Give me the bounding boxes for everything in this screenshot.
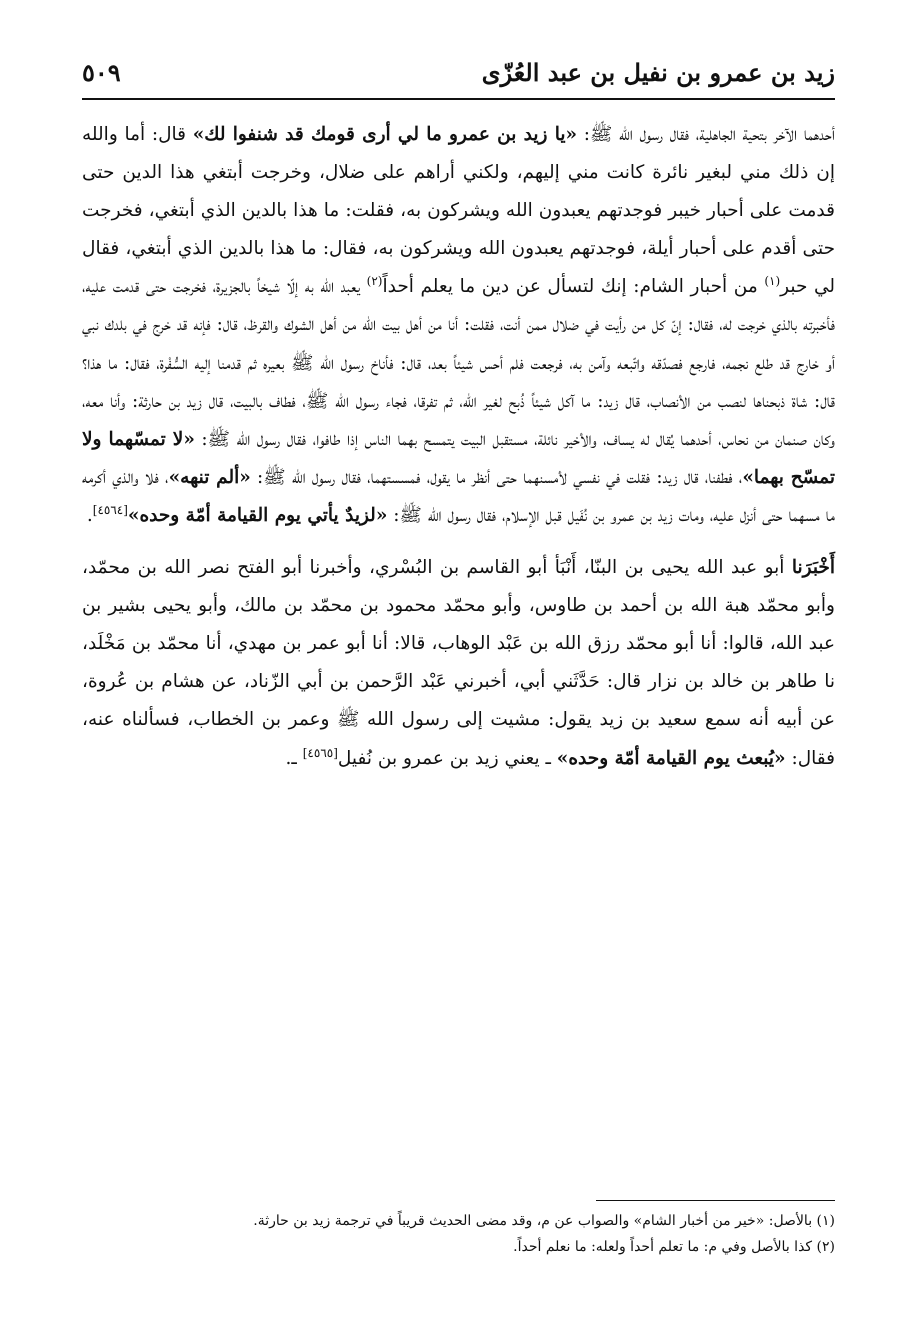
paragraph-2 xyxy=(82,549,835,778)
p1-text-7: . xyxy=(86,504,93,526)
footnote-1: (١) بالأصل: «خير من أخبار الشام» والصواب عن م، وقد مضى الحديث قريباً في ترجمة زيد بن حارثة. xyxy=(253,1213,835,1229)
p2-text-3: ـ. xyxy=(285,747,303,769)
p2-text-2: ـ يعني زيد بن عمرو بن نُفيل xyxy=(337,747,557,769)
footnote-marker-1: (١) xyxy=(764,274,781,289)
p1-text-6: ، فلا والذي أكرمه ما مسهما حتى أنزل عليه، ومات زيد بن عمرو بن نُفَيل قبل الإسلام، فقال رسول الله ﷺ: xyxy=(82,466,835,526)
footnote-marker-2: (٢) xyxy=(366,274,383,289)
footnote-2: (٢) كذا بالأصل وفي م: ما تعلم أحداً ولعله: ما نعلم أحداً. xyxy=(513,1239,835,1255)
p1-hadith-quote-4: «لزيدٌ يأتي يوم القيامة أمّة وحده» xyxy=(127,504,388,526)
p1-text-5: ، فطفنا، قال زيد: فقلت في نفسي لأمسنهما حتى أنظر ما يقول، فمسستهما، فقال رسول الله ﷺ: xyxy=(250,466,743,488)
footnote-rule xyxy=(596,1200,835,1201)
p2-text-1: أبو عبد الله يحيى بن البنّا، أَنْبَأ أبو القاسم بن البُسْري، وأخبرنا أبو الفتح نصر الله بن محمّد، وأبو محمّد هبة الله بن أحمد بن طاوس، وأبو محمّد محمود بن محمّد بن مالك، وأبو يحيى بشير بن عبد الله، قالوا: أنا أبو محمّد رزق الله بن عَبْد الوهاب، قالا: أنا أبو عمر بن مهدي، أنا محمّد بن مَخْلَد، نا طاهر بن خالد بن نزار قال: حَدَّثَني أبي، أخبرني عَبْد الرَّحمن بن أبي الزّناد، عن هشام بن عُروة، عن أبيه أنه سمع سعيد بن زيد يقول: مشيت إلى رسول الله ﷺ وعمر بن الخطاب، فسألناه عنه، فقال: xyxy=(82,557,835,769)
p2-hadith-quote: «يُبعث يوم القيامة أمّة وحده» xyxy=(556,747,786,769)
paragraph-1 xyxy=(82,116,835,535)
p1-text-4: يعبد الله به إلّا شيخاً بالجزيرة، فخرجت حتى قدمت عليه، فأخبرته بالذي خرجت له، فقال: إنّ كل من رأيت في ضلال ممن أنت، فقلت: أنا من أهل بيت الله من أهل الشوك والقرظ، قال: فإنه قد خرج في بلدك نبي أو خارج قد طلع نجمه، فارجع فصدّقه واتّبعه وآمن به، فرجعت فلم أحس شيئاً بعد، قال: فأناخ رسول الله ﷺ بعيره ثم قدمنا إليه السُّفْرة، فقال: ما هذا؟ قال: شاة ذبحناها لنصب من الأنصاب، قال زيد: ما آكل شيئاً ذُبح لغير الله، ثم تفرقا، فجاء رسول الله ﷺ، فطاف بالبيت، قال زيد بن حارثة: وأنا معه، وكان صنمان من نحاس، أحدهما يُقال له يساف، والأخير نائلة، مستقبل البيت يتمسح بهما الناس إذا طافوا، فقال رسول الله ﷺ: xyxy=(82,276,835,450)
p1-text-1: أحدهما الآخر بتحية الجاهلية، فقال رسول الله ﷺ: xyxy=(577,124,835,145)
running-title: زيد بن عمرو بن نفيل بن عبد العُزّى xyxy=(481,57,835,87)
p1-hadith-quote-3: «ألم تنهه» xyxy=(168,466,251,488)
hadith-reference-4564: [٤٥٦٤] xyxy=(92,502,128,517)
page-number: ٥٠٩ xyxy=(82,57,121,87)
main-text xyxy=(82,116,835,778)
p1-hadith-quote-2: «لا تمسّهما ولا تمسّح بهما» xyxy=(82,428,835,488)
hadith-reference-4565: [٤٥٦٥] xyxy=(302,745,338,760)
p1-hadith-quote-1: «يا زيد بن عمرو ما لي أرى قومك قد شنفوا لك» xyxy=(192,124,578,145)
header-rule xyxy=(82,98,835,100)
p1-text-3: من أحبار الشام: إنك لتسأل عن دين ما يعلم أحداً xyxy=(382,276,765,298)
footnotes xyxy=(82,1208,835,1260)
running-header xyxy=(82,52,835,92)
p1-text-2: قال: أما والله إن ذلك مني لبغير نائرة كانت مني إليهم، ولكني أراهم على ضلال، وخرجت أبتغي هذا الدين حتى قدمت على أحبار خيبر فوجدتهم يعبدون الله ويشركون به، فقلت: ما هذا بالدين الذي أبتغي، فخرجت حتى أقدم على أحبار أيلة، فوجدتهم يعبدون الله ويشركون به، فقال: ما هذا بالدين الذي أبتغي، فقال لي حبر xyxy=(82,124,836,298)
p2-opening-word: أَخْبَرَنا xyxy=(791,557,835,579)
